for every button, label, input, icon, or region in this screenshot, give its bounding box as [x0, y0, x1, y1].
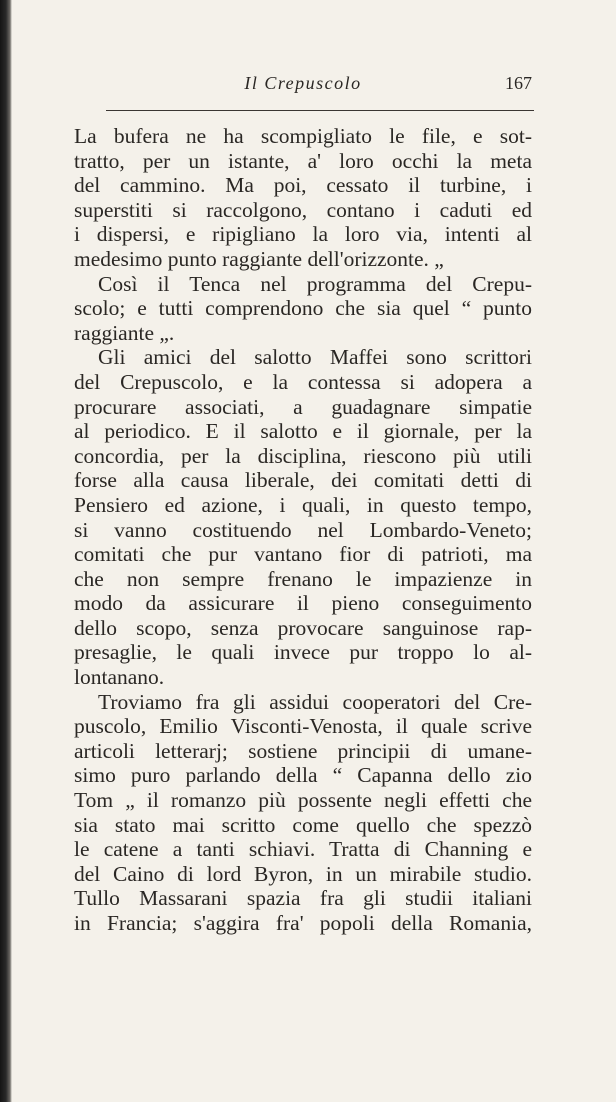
text-line: concordia, per la disciplina, riescono più utili — [74, 443, 532, 468]
text-line: che non sempre frenano le impazienze in — [74, 566, 532, 591]
text-line: Tullo Massarani spazia fra gli studii italiani — [74, 886, 532, 911]
text-line: in Francia; s'aggira fra' popoli della Romania, — [74, 911, 532, 935]
text-line: le catene a tanti schiavi. Tratta di Channing e — [74, 837, 532, 862]
text-line: Tom „ il romanzo più possente negli effetti che — [74, 788, 532, 813]
text-line: i dispersi, e ripigliano la loro via, intenti al — [74, 222, 532, 247]
running-title: Il Crepuscolo — [244, 73, 362, 93]
text-line: scolo; e tutti comprendono che sia quel “ punto — [74, 296, 532, 321]
page-header — [74, 73, 532, 97]
header-rule — [106, 110, 534, 111]
text-line: lontanano. — [74, 665, 165, 690]
text-line: del Crepuscolo, e la contessa si adopera a — [74, 369, 532, 394]
text-line: forse alla causa liberale, dei comitati detti di — [74, 468, 532, 493]
text-line: si vanno costituendo nel Lombardo-Veneto; — [74, 517, 532, 542]
text-line: del cammino. Ma poi, cessato il turbine, i — [74, 173, 532, 198]
page-number: 167 — [505, 73, 532, 93]
text-line: dello scopo, senza provocare sanguinose rap- — [74, 615, 532, 640]
text-line: modo da assicurare il pieno conseguimento — [74, 591, 532, 616]
text-line: del Caino di lord Byron, in un mirabile studio. — [74, 861, 532, 886]
text-line: articoli letterarj; sostiene principii di umane- — [74, 738, 532, 763]
text-line: La bufera ne ha scompigliato le file, e sot- — [74, 124, 532, 148]
text-line: Troviamo fra gli assidui cooperatori del Cre- — [98, 689, 532, 714]
text-line: comitati che pur vantano fior di patrioti, ma — [74, 542, 532, 567]
text-line: tratto, per un istante, a' loro occhi la meta — [74, 148, 532, 173]
text-line: al periodico. E il salotto e il giornale, per la — [74, 419, 532, 444]
text-line: puscolo, Emilio Visconti-Venosta, il quale scrive — [74, 714, 532, 739]
text-line: raggiante „. — [74, 320, 175, 345]
text-line: superstiti si raccolgono, contano i caduti ed — [74, 197, 532, 222]
text-line: sia stato mai scritto come quello che spezzò — [74, 812, 532, 837]
text-line: presaglie, le quali invece pur troppo lo al- — [74, 640, 532, 665]
text-line: Pensiero ed azione, i quali, in questo tempo, — [74, 492, 532, 517]
body-text — [74, 124, 532, 936]
text-line: medesimo punto raggiante dell'orizzonte. „ — [74, 246, 444, 271]
text-line: Gli amici del salotto Maffei sono scrittori — [98, 345, 532, 370]
text-line: procurare associati, a guadagnare simpatie — [74, 394, 532, 419]
text-line: simo puro parlando della “ Capanna dello zio — [74, 763, 532, 788]
text-line: Così il Tenca nel programma del Crepu- — [98, 271, 532, 296]
